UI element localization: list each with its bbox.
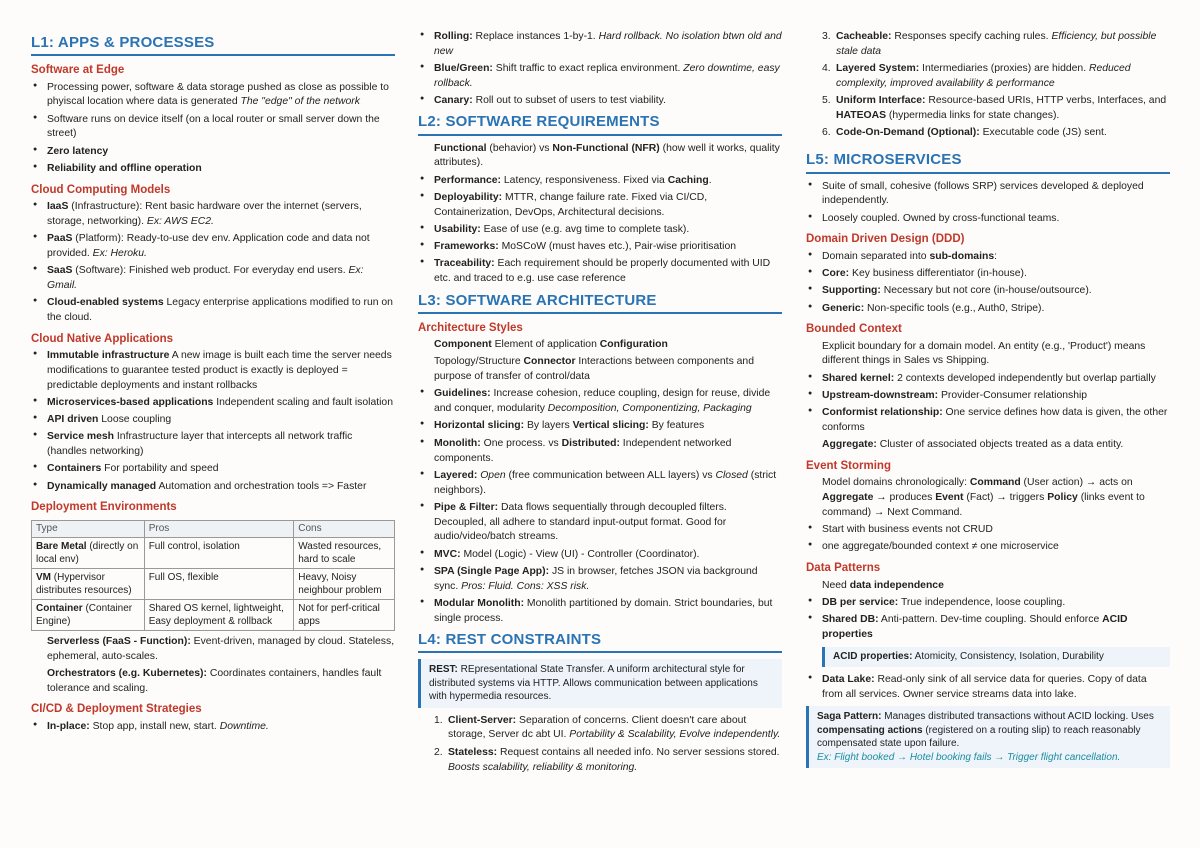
column-header: Type: [32, 520, 145, 537]
table-cell: Full control, isolation: [144, 537, 294, 568]
list-item: ● Traceability: Each requirement should be properly documented with UID etc. and traced to e.g. use case reference: [418, 257, 782, 287]
list-item: ● In-place: Stop app, install new, start. Downtime.: [31, 720, 395, 735]
list-item: ● Reliability and offline operation: [31, 162, 395, 177]
list-item: ● Deployability: MTTR, change failure rate. Fixed via CI/CD, Containerization, DevOps, Architectural decisions.: [418, 191, 782, 221]
list-item: ● Performance: Latency, responsiveness. Fixed via Caching.: [418, 174, 782, 189]
table-cell: Shared OS kernel, lightweight, Easy deployment & rollback: [144, 599, 294, 630]
subheading-software-at-edge: Software at Edge: [31, 64, 125, 77]
paragraph: Model domains chronologically: Command (User action) → acts on Aggregate → produces Event (Fact) → triggers Policy (links event to command) → Next Command.: [822, 477, 1145, 518]
subheading-deployment-environments: Deployment Environments: [31, 501, 177, 514]
list-item: ● Supporting: Necessary but not core (in-house/outsource).: [806, 284, 1170, 299]
list-item: ● Cloud-enabled systems Legacy enterprise applications modified to run on the cloud.: [31, 296, 395, 326]
list-item: ● Pipe & Filter: Data flows sequentially through decoupled filters. Decoupled, all adhere to standard input-output format. Good for audio/video/batch streams.: [418, 501, 782, 545]
saga-example: Ex: Flight booked → Hotel booking fails → Trigger flight cancellation.: [817, 751, 1121, 763]
list-item: ● Canary: Roll out to subset of users to test viability.: [418, 94, 782, 109]
paragraph: Topology/Structure Connector Interactions between components and purpose of transfer of control/data: [434, 356, 754, 383]
list-item: ● Dynamically managed Automation and orchestration tools => Faster: [31, 480, 395, 495]
list-item: ● IaaS (Infrastructure): Rent basic hardware over the internet (servers, storage, networking). Ex: AWS EC2.: [31, 200, 395, 230]
table-cell: Container (Container Engine): [32, 599, 145, 630]
table-cell: Heavy, Noisy neighbour problem: [294, 568, 395, 599]
acid-box: ACID properties: Atomicity, Consistency, Isolation, Durability: [822, 647, 1170, 667]
table-row: [32, 568, 395, 599]
paragraph: Aggregate: Cluster of associated objects treated as a data entity.: [822, 439, 1124, 451]
list-item: ● Core: Key business differentiator (in-house).: [806, 267, 1170, 282]
subheading-event-storming: Event Storming: [806, 460, 891, 473]
list-item: ● SaaS (Software): Finished web product. For everyday end users. Ex: Gmail.: [31, 264, 395, 294]
list-item: ● DB per service: True independence, loose coupling.: [806, 596, 1170, 611]
column-header: Pros: [144, 520, 294, 537]
subheading-bounded-context: Bounded Context: [806, 323, 902, 336]
list-item: ● Usability: Ease of use (e.g. avg time to complete task).: [418, 223, 782, 238]
subheading-data-patterns: Data Patterns: [806, 562, 881, 575]
saga-pattern-box: Saga Pattern: Manages distributed transactions without ACID locking. Uses compensating actions (registered on a routing slip) to reach reasonably compensated state upon failure. Ex: Flight booked → Hotel booking fails → Trigger flight cancellation.: [806, 706, 1170, 768]
section-heading-l4: L4: REST CONSTRAINTS: [418, 629, 782, 653]
list-item: ● Zero latency: [31, 145, 395, 160]
numbered-item: 5. Uniform Interface: Resource-based URIs, HTTP verbs, Interfaces, and HATEOAS (hypermedia links for state changes).: [822, 95, 1167, 121]
list-item: ● Frameworks: MoSCoW (must haves etc.), Pair-wise prioritisation: [418, 240, 782, 255]
section-heading-l3: L3: SOFTWARE ARCHITECTURE: [418, 290, 782, 314]
list-item: ● Monolith: One process. vs Distributed: Independent networked components.: [418, 437, 782, 467]
list-item: ● MVC: Model (Logic) - View (UI) - Controller (Coordinator).: [418, 548, 782, 563]
list-item: ● Microservices-based applications Independent scaling and fault isolation: [31, 396, 395, 411]
paragraph: Component Element of application Configuration: [434, 339, 668, 351]
paragraph: Explicit boundary for a domain model. An entity (e.g., 'Product') means different things in Sales vs Shipping.: [822, 340, 1146, 367]
list-item: ● SPA (Single Page App): JS in browser, fetches JSON via background sync. Pros: Fluid. Cons: XSS risk.: [418, 565, 782, 595]
list-item: ● Start with business events not CRUD: [806, 523, 1170, 538]
paragraph: Need data independence: [822, 579, 944, 591]
list-item: ● Processing power, software & data storage pushed as close as possible to phyiscal location where data is generated The "edge" of the network: [31, 81, 395, 111]
column-2: [418, 30, 782, 778]
list-item: ● Suite of small, cohesive (follows SRP) services developed & deployed independently.: [806, 180, 1170, 210]
list-item: ● Loosely coupled. Owned by cross-functional teams.: [806, 212, 1170, 227]
list-item: ● Shared kernel: 2 contexts developed independently but overlap partially: [806, 372, 1170, 387]
table-cell: VM (Hypervisor distributes resources): [32, 568, 145, 599]
table-cell: Not for perf-critical apps: [294, 599, 395, 630]
list-item: ● PaaS (Platform): Ready-to-use dev env. Application code and data not provided. Ex: Heroku.: [31, 232, 395, 262]
list-item: ● Upstream-downstream: Provider-Consumer relationship: [806, 389, 1170, 404]
list-item: ● Domain separated into sub-domains:: [806, 250, 1170, 265]
subheading-cloud-computing-models: Cloud Computing Models: [31, 183, 171, 196]
list-item: ● Containers For portability and speed: [31, 462, 395, 477]
subheading-architecture-styles: Architecture Styles: [418, 321, 523, 334]
list-item: ● Immutable infrastructure A new image is built each time the server needs modifications to guarantee tested product is exactly is deployed = predictable deployments and instant rollbacks: [31, 349, 395, 393]
subheading-ddd: Domain Driven Design (DDD): [806, 233, 965, 246]
numbered-item: 3. Cacheable: Responses specify caching rules. Efficiency, but possible stale data: [822, 31, 1157, 57]
subheading-cloud-native: Cloud Native Applications: [31, 332, 174, 345]
table-row: [32, 537, 395, 568]
list-item: ● Layered: Open (free communication between ALL layers) vs Closed (strict neighbors).: [418, 469, 782, 499]
list-item: ● Shared DB: Anti-pattern. Dev-time coupling. Should enforce ACID properties: [806, 613, 1170, 643]
subheading-cicd: CI/CD & Deployment Strategies: [31, 703, 202, 716]
table-cell: Bare Metal (directly on local env): [32, 537, 145, 568]
list-item: ● Software runs on device itself (on a local router or small server down the street): [31, 113, 395, 143]
table-cell: Full OS, flexible: [144, 568, 294, 599]
list-item: ● Modular Monolith: Monolith partitioned by domain. Strict boundaries, but single process.: [418, 597, 782, 627]
numbered-item: 4. Layered System: Intermediaries (proxies) are hidden. Reduced complexity, improved availability & performance: [822, 63, 1131, 89]
list-item: ● API driven Loose coupling: [31, 413, 395, 428]
list-item: ● Generic: Non-specific tools (e.g., Auth0, Stripe).: [806, 302, 1170, 317]
list-item: ● one aggregate/bounded context ≠ one microservice: [806, 540, 1170, 555]
table-cell: Wasted resources, hard to scale: [294, 537, 395, 568]
paragraph: Orchestrators (e.g. Kubernetes): Coordinates containers, handles fault tolerance and scaling.: [47, 667, 382, 694]
section-heading-l2: L2: SOFTWARE REQUIREMENTS: [418, 111, 782, 135]
numbered-item: 2. Stateless: Request contains all needed info. No server sessions stored. Boosts scalability, reliability & monitoring.: [434, 746, 780, 773]
numbered-item: 6. Code-On-Demand (Optional): Executable code (JS) sent.: [822, 127, 1107, 139]
table-header-row: [32, 520, 395, 537]
rest-definition-box: REST: REpresentational State Transfer. A uniform architectural style for distributed systems via HTTP. Allows communication between applications with hypermedia resources.: [418, 659, 782, 708]
list-item: ● Rolling: Replace instances 1-by-1. Hard rollback. No isolation btwn old and new: [418, 30, 782, 60]
column-header: Cons: [294, 520, 395, 537]
section-heading-l1: L1: APPS & PROCESSES: [31, 32, 395, 56]
table-row: [32, 599, 395, 630]
numbered-item: 1. Client-Server: Separation of concerns. Client doesn't care about storage, Server dc abt UI. Portability & Scalability, Evolve independently.: [434, 714, 781, 741]
list-item: ● Service mesh Infrastructure layer that intercepts all network traffic (handles networking): [31, 430, 395, 460]
column-1: [31, 30, 395, 737]
list-item: ● Conformist relationship: One service defines how data is given, the other conforms: [806, 406, 1170, 436]
deployment-table: [31, 520, 395, 631]
paragraph: Serverless (FaaS - Function): Event-driven, managed by cloud. Stateless, ephemeral, auto-scales.: [47, 635, 395, 662]
column-3: [806, 30, 1170, 774]
list-item: ● Blue/Green: Shift traffic to exact replica environment. Zero downtime, easy rollback.: [418, 62, 782, 92]
list-item: ● Data Lake: Read-only sink of all service data for queries. Copy of data from all services. Owner service streams data into lake.: [806, 673, 1170, 703]
section-heading-l5: L5: MICROSERVICES: [806, 149, 1170, 173]
list-item: ● Horizontal slicing: By layers Vertical slicing: By features: [418, 419, 782, 434]
list-item: ● Guidelines: Increase cohesion, reduce coupling, design for reuse, divide and conquer, modularity Decomposition, Componentizing, Packaging: [418, 387, 782, 417]
paragraph: Functional (behavior) vs Non-Functional (NFR) (how well it works, quality attributes).: [434, 142, 780, 169]
